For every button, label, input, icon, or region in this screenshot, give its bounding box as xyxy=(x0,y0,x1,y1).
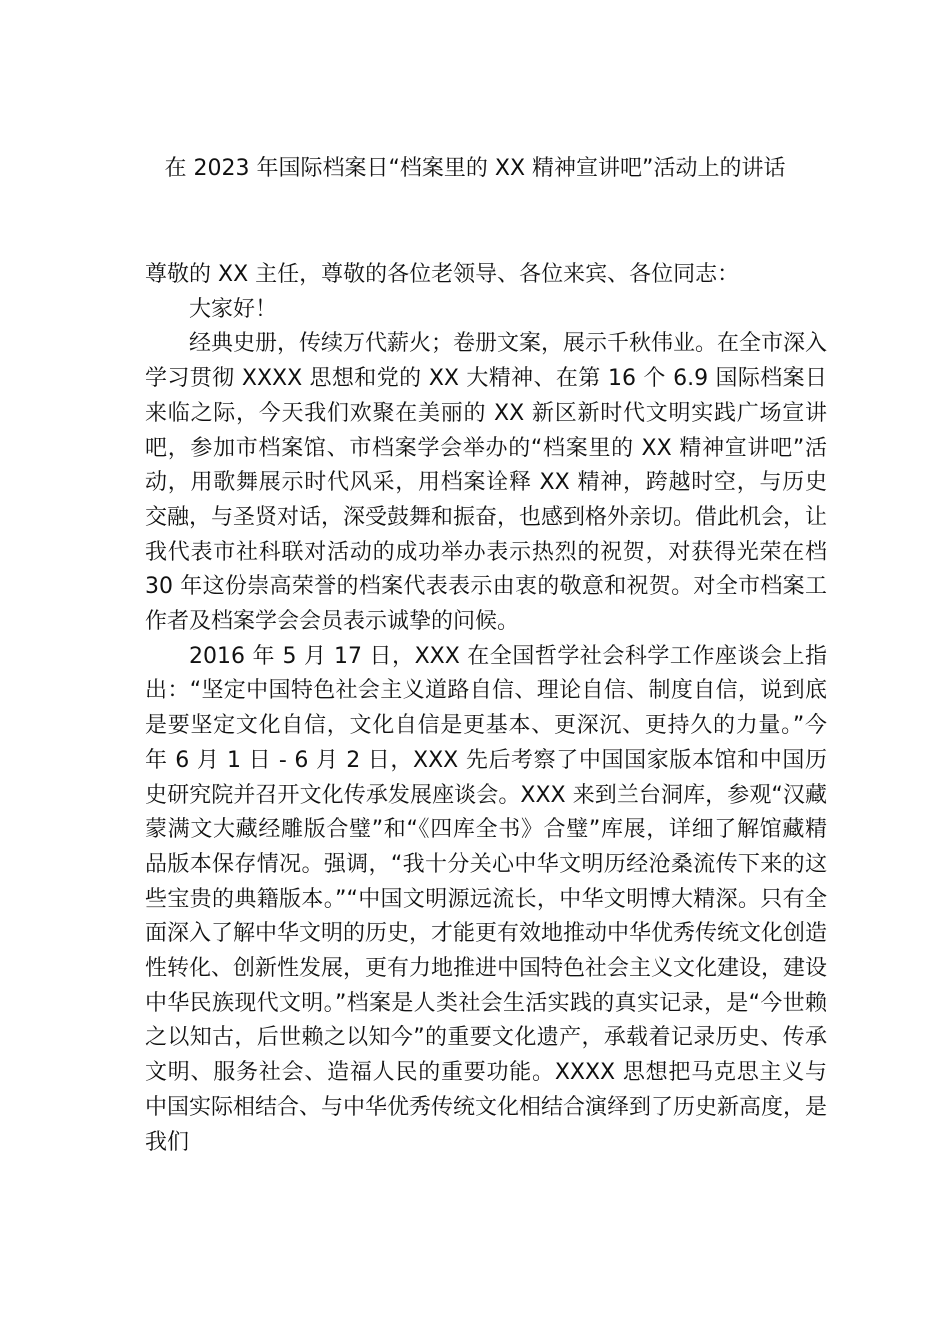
document-body xyxy=(145,258,827,1160)
salutation: 尊敬的 XX 主任，尊敬的各位老领导、各位来宾、各位同志： xyxy=(145,262,740,287)
document-title: 在 2023 年国际档案日“档案里的 XX 精神宣讲吧”活动上的讲话 xyxy=(164,156,786,181)
paragraph-1: 经典史册，传续万代薪火；卷册文案，展示千秋伟业。在全市深入学习贯彻 XXXX 思想和党的 XX 大精神、在第 16 个 6.9 国际档案日来临之际，今天我们欢聚在美丽的 XX 新区新时代文明实践广场宣讲吧，参加市档案馆、市档案学会举办的“档案里的 XX 精神宣讲吧”活动，用歌舞展示时代风采，用档案诠释 XX 精神，跨越时空，与历史交融，与圣贤对话，深受鼓舞和振奋，也感到格外亲切。借此机会，让我代表市社科联对活动的成功举办表示热烈的祝贺，对获得光荣在档 30 年这份崇高荣誉的档案代表表示由衷的敬意和祝贺。对全市档案工作者及档案学会会员表示诚挚的问候。 xyxy=(145,331,828,635)
paragraph-2: 2016 年 5 月 17 日，XXX 在全国哲学社会科学工作座谈会上指出：“坚定中国特色社会主义道路自信、理论自信、制度自信，说到底是要坚定文化自信，文化自信是更基本、更深沉、更持久的力量。”今年 6 月 1 日 - 6 月 2 日，XXX 先后考察了中国国家版本馆和中国历史研究院并召开文化传承发展座谈会。XXX 来到兰台洞库，参观“汉藏蒙满文大藏经雕版合璧”和“《四库全书》合璧”库展，详细了解馆藏精品版本保存情况。强调，“我十分关心中华文明历经沧桑流传下来的这些宝贵的典籍版本。”“中国文明源远流长，中华文明博大精深。只有全面深入了解中华文明的历史，才能更有效地推动中华优秀传统文化创造性转化、创新性发展，更有力地推进中国特色社会主义文化建设，建设中华民族现代文明。”档案是人类社会生活实践的真实记录，是“今世赖之以知古，后世赖之以知今”的重要文化遗产，承载着记录历史、传承文明、服务社会、造福人民的重要功能。XXXX 思想把马克思主义与中国实际相结合、与中华优秀传统文化相结合演绎到了历史新高度，是我们 xyxy=(145,643,828,1155)
greeting: 大家好！ xyxy=(189,296,278,322)
